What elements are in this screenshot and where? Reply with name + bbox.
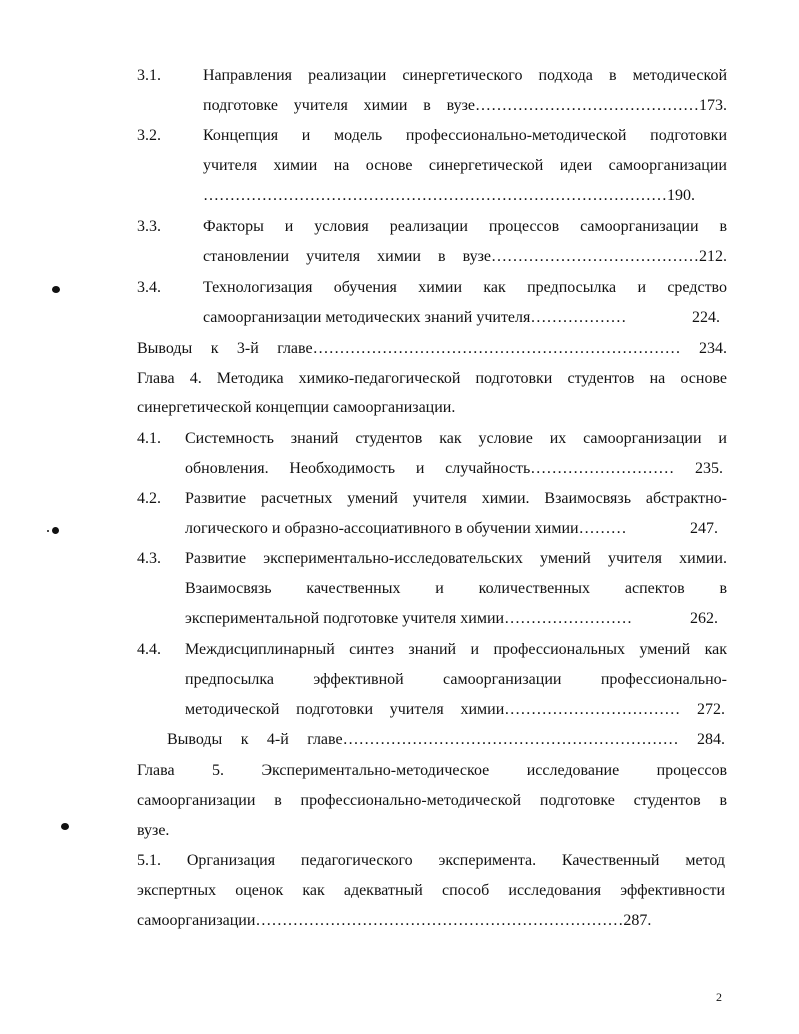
toc-number-4-2: 4.2. — [137, 490, 161, 507]
toc-number-3-4: 3.4. — [137, 279, 161, 296]
toc-page-4-2: 247. — [690, 520, 718, 537]
toc-entry-5-1-line2: экспертных оценок как адекватный способ исследования эффективности — [137, 882, 725, 899]
toc-entry-4-1-line2: обновления. Необходимость и случайность……………………… 235. — [185, 460, 723, 477]
toc-chapter-4-line1: Глава 4. Методика химико-педагогической подготовки студентов на основе — [137, 370, 727, 387]
toc-entry-3-2-line2: учителя химии на основе синергетической идеи самоорганизации — [203, 157, 727, 174]
toc-entry-3-4-line1: Технологизация обучения химии как предпосылка и средство — [203, 279, 727, 296]
toc-entry-5-1-line3: самоорганизации……………………………………………………………287. — [137, 912, 652, 929]
scan-mark-1 — [52, 286, 60, 293]
toc-number-4-1: 4.1. — [137, 430, 161, 447]
toc-entry-4-4-line1: Междисциплинарный синтез знаний и профессиональных умений как — [185, 641, 727, 658]
toc-number-3-2: 3.2. — [137, 127, 161, 144]
page-number: 2 — [716, 990, 722, 1004]
toc-entry-4-1-line1: Системность знаний студентов как условие их самоорганизации и — [185, 430, 727, 447]
toc-chapter-4-line2: синергетической концепции самоорганизации. — [137, 399, 456, 416]
toc-entry-4-3-line1: Развитие экспериментально-исследовательских умений учителя химии. — [185, 550, 727, 567]
toc-page-3-4: 224. — [692, 309, 720, 326]
toc-entry-3-3-line2: становлении учителя химии в вузе…………………………………212. — [203, 248, 727, 265]
toc-entry-4-4-line3: методической подготовки учителя химии…………………………… 272. — [185, 701, 725, 718]
scan-mark-2-speck — [47, 530, 49, 532]
toc-number-3-3: 3.3. — [137, 218, 161, 235]
toc-entry-3-2-line3: ……………………………………………………………………………190. — [203, 187, 695, 204]
toc-page-4-3: 262. — [690, 610, 718, 627]
scan-mark-3 — [61, 823, 69, 830]
toc-entry-4-3-line2: Взаимосвязь качественных и количественных аспектов в — [185, 580, 727, 597]
toc-conclusions-ch3: Выводы к 3-й главе…………………………………………………………… 234. — [137, 340, 727, 357]
toc-number-4-4: 4.4. — [137, 641, 161, 658]
toc-entry-3-3-line1: Факторы и условия реализации процессов самоорганизации в — [203, 218, 727, 235]
toc-entry-4-3-line3: экспериментальной подготовке учителя химии…………………… — [185, 610, 633, 627]
toc-entry-4-4-line2: предпосылка эффективной самоорганизации профессионально- — [185, 671, 727, 688]
toc-conclusions-ch4: Выводы к 4-й главе……………………………………………………… 284. — [167, 731, 725, 748]
toc-chapter-5-line1: Глава 5. Экспериментально-методическое исследование процессов — [137, 762, 727, 779]
toc-entry-3-2-line1: Концепция и модель профессионально-методической подготовки — [203, 127, 727, 144]
toc-entry-3-1-line1: Направления реализации синергетического подхода в методической — [203, 67, 727, 84]
scan-mark-2 — [52, 527, 59, 534]
toc-entry-4-2-line2: логического и образно-ассоциативного в обучении химии……… — [185, 520, 627, 537]
toc-number-3-1: 3.1. — [137, 67, 161, 84]
toc-entry-5-1-line1: 5.1. Организация педагогического эксперимента. Качественный метод — [137, 852, 725, 869]
toc-chapter-5-line3: вузе. — [137, 822, 170, 839]
toc-entry-3-4-line2: самоорганизации методических знаний учителя……………… — [203, 309, 627, 326]
toc-entry-3-1-line2: подготовке учителя химии в вузе……………………………………173. — [203, 97, 727, 114]
toc-number-4-3: 4.3. — [137, 550, 161, 567]
toc-chapter-5-line2: самоорганизации в профессионально-методической подготовке студентов в — [137, 792, 727, 809]
toc-entry-4-2-line1: Развитие расчетных умений учителя химии. Взаимосвязь абстрактно- — [185, 490, 727, 507]
